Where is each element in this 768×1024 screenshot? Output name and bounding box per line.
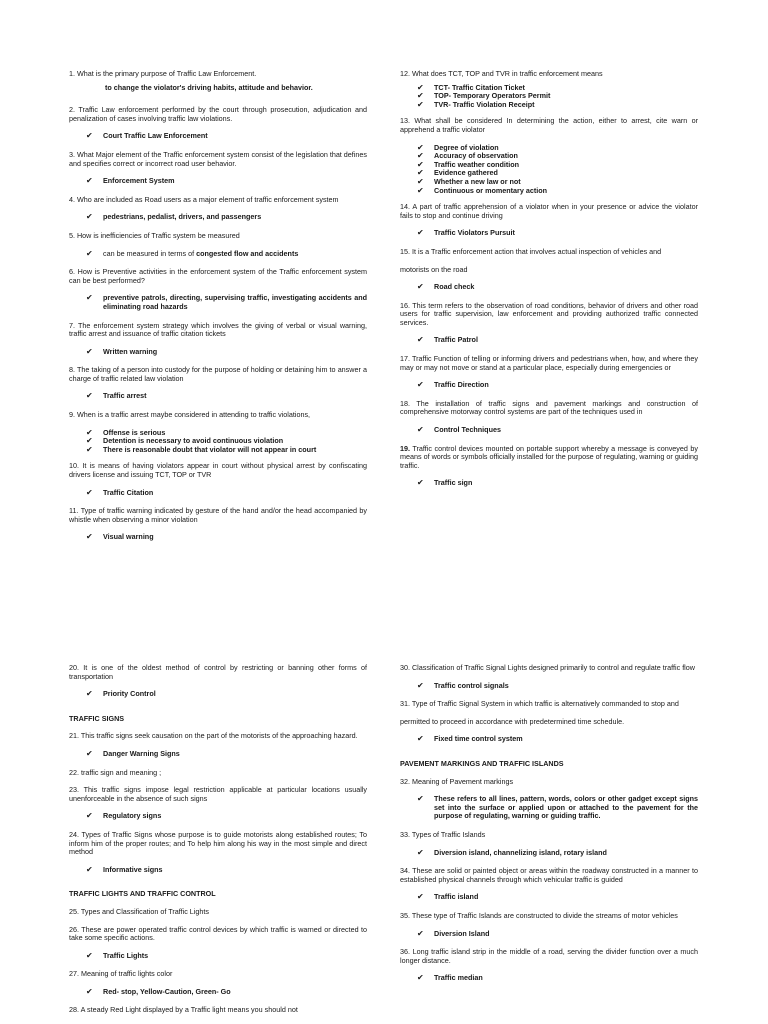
list-item: ✔ Whether a new law or not xyxy=(417,176,521,186)
check-icon: ✔ xyxy=(86,293,93,303)
answer-8: ✔ Traffic arrest xyxy=(86,391,147,401)
answer-16: ✔ Traffic Patrol xyxy=(417,335,478,345)
section-heading: PAVEMENT MARKINGS AND TRAFFIC ISLANDS xyxy=(400,758,564,768)
list-item: ✔ TCT- Traffic Citation Ticket xyxy=(417,82,525,92)
list-item: ✔ Continuous or momentary action xyxy=(417,185,548,195)
answer-17: ✔ Traffic Direction xyxy=(417,380,489,390)
check-icon: ✔ xyxy=(86,689,93,699)
question-2: 2. Traffic Law enforcement performed by the court through prosecution, adjudication and penalization of cases involving traffic law violations. xyxy=(69,105,367,123)
check-icon: ✔ xyxy=(86,131,93,141)
question-18: 18. The installation of traffic signs and pavement markings and construction of comprehensive motorway control systems are part of the techniques used in xyxy=(400,398,698,417)
top-right-column xyxy=(400,70,698,498)
check-icon: ✔ xyxy=(417,335,424,345)
list-item: ✔ TVR- Traffic Violation Receipt xyxy=(417,99,535,109)
check-icon: ✔ xyxy=(417,425,424,435)
list-item: ✔ Traffic weather condition xyxy=(417,159,520,169)
question-7: 7. The enforcement system strategy which involves the giving of verbal or visual warning, traffic arrest and issuance of traffic citation tickets xyxy=(69,320,367,339)
question-11: 11. Type of traffic warning indicated by gesture of the hand and/or the head accompanied by whistle when observing a minor violation xyxy=(69,506,367,524)
question-14: 14. A part of traffic apprehension of a violator when in your presence or advice the violator fails to stop and continue driving xyxy=(400,202,698,220)
question-22: 22. traffic sign and meaning ; xyxy=(69,767,162,777)
answer-3: ✔ Enforcement System xyxy=(86,176,175,186)
question-15-continued: motorists on the road xyxy=(400,264,468,274)
check-icon: ✔ xyxy=(86,248,93,258)
question-27: 27. Meaning of traffic lights color xyxy=(69,969,173,979)
question-20: 20. It is one of the oldest method of control by restricting or banning other forms of transportation xyxy=(69,663,367,681)
section-heading: TRAFFIC SIGNS xyxy=(69,713,125,723)
answer-35: ✔ Diversion Island xyxy=(417,928,490,938)
list-item: ✔ Degree of violation xyxy=(417,142,499,152)
answer-9-list xyxy=(69,429,367,455)
question-26: 26. These are power operated traffic control devices by which traffic is warned or directed to take some specific actions. xyxy=(69,924,367,943)
check-icon: ✔ xyxy=(417,91,424,101)
answer-15: ✔ Road check xyxy=(417,282,475,292)
answer-36: ✔ Traffic median xyxy=(417,973,483,983)
list-item: ✔ TOP- Temporary Operators Permit xyxy=(417,91,551,101)
check-icon: ✔ xyxy=(86,436,93,446)
check-icon: ✔ xyxy=(86,986,93,996)
check-icon: ✔ xyxy=(417,680,424,690)
list-item: ✔ Accuracy of observation xyxy=(417,151,518,161)
question-32: 32. Meaning of Pavement markings xyxy=(400,776,514,786)
check-icon: ✔ xyxy=(86,487,93,497)
question-34: 34. These are solid or painted object or areas within the roadway constructed in a manner to established physical channels through which vehicular traffic is guided xyxy=(400,866,698,884)
check-icon: ✔ xyxy=(417,380,424,390)
answer-31: ✔ Fixed time control system xyxy=(417,734,523,744)
list-item: ✔ Offense is serious xyxy=(86,427,166,437)
question-4: 4. Who are included as Road users as a major element of traffic enforcement system xyxy=(69,194,339,204)
question-25: 25. Types and Classification of Traffic Lights xyxy=(69,906,209,916)
answer-24: ✔ Informative signs xyxy=(86,864,163,874)
check-icon: ✔ xyxy=(417,478,424,488)
question-21: 21. This traffic signs seek causation on the part of the motorists of the approaching hazard. xyxy=(69,731,358,741)
question-17: 17. Traffic Function of telling or informing drivers and pedestrians when, how, and where they may or may not move or stand at a particular place, especially during emergencies or xyxy=(400,354,698,372)
check-icon: ✔ xyxy=(86,427,93,437)
answer-30: ✔ Traffic control signals xyxy=(417,680,509,690)
answer-23: ✔ Regulatory signs xyxy=(86,811,162,821)
question-12: 12. What does TCT, TOP and TVR in traffic enforcement means xyxy=(400,69,603,78)
check-icon: ✔ xyxy=(86,391,93,401)
question-30: 30. Classification of Traffic Signal Lights designed primarily to control and regulate traffic flow xyxy=(400,663,695,672)
answer-4: ✔ pedestrians, pedalist, drivers, and passengers xyxy=(86,212,262,222)
check-icon: ✔ xyxy=(417,228,424,238)
bottom-left-column xyxy=(69,664,367,1024)
question-31-continued: permitted to proceed in accordance with predetermined time schedule. xyxy=(400,716,625,726)
check-icon: ✔ xyxy=(417,282,424,292)
check-icon: ✔ xyxy=(86,748,93,758)
list-item: ✔ Evidence gathered xyxy=(417,168,498,178)
question-10: 10. It is means of having violators appear in court without physical arrest by confiscating drivers license and issuing TCT, TOP or TVR xyxy=(69,461,367,480)
check-icon: ✔ xyxy=(86,176,93,186)
list-item: ✔ Detention is necessary to avoid continuous violation xyxy=(86,436,284,446)
question-28: 28. A steady Red Light displayed by a Traffic light means you should not xyxy=(69,1005,298,1015)
question-9: 9. When is a traffic arrest maybe considered in attending to traffic violations, xyxy=(69,410,311,420)
section-heading: TRAFFIC LIGHTS AND TRAFFIC CONTROL xyxy=(69,889,216,899)
answer-10: ✔ Traffic Citation xyxy=(86,487,154,497)
answer-1: to change the violator's driving habits, attitude and behavior. xyxy=(105,82,313,92)
check-icon: ✔ xyxy=(86,811,93,821)
answer-26: ✔ Traffic Lights xyxy=(86,950,149,960)
check-icon: ✔ xyxy=(86,346,93,356)
check-icon: ✔ xyxy=(417,928,424,938)
check-icon: ✔ xyxy=(86,212,93,222)
answer-7: ✔ Written warning xyxy=(86,346,158,356)
check-icon: ✔ xyxy=(417,151,424,161)
question-5: 5. How is inefficiencies of Traffic system be measured xyxy=(69,230,240,240)
answer-6: ✔ preventive patrols, directing, supervising traffic, investigating accidents and eliminating road hazards xyxy=(86,293,367,311)
question-16: 16. This term refers to the observation of road conditions, behavior of drivers and other road users for traffic supervision, law enforcement and providing authorized traffic connected services. xyxy=(400,300,698,327)
check-icon: ✔ xyxy=(417,973,424,983)
question-19: 19. Traffic control devices mounted on portable support whereby a message is conveyed by means of words or symbols officially installed for the purpose of regulating, warning or guiding traffic. xyxy=(400,443,698,470)
question-36: 36. Long traffic island strip in the middle of a road, serving the divider function over a much longer distance. xyxy=(400,947,698,965)
answer-20: ✔ Priority Control xyxy=(86,689,156,699)
check-icon: ✔ xyxy=(417,185,424,195)
question-31: 31. Type of Traffic Signal System in which traffic is alternatively commanded to stop and xyxy=(400,699,679,709)
answer-13-list xyxy=(400,144,698,196)
question-33: 33. Types of Traffic Islands xyxy=(400,829,486,839)
check-icon: ✔ xyxy=(417,142,424,152)
answer-5: ✔ can be measured in terms of congested flow and accidents xyxy=(86,248,299,258)
list-item: ✔ There is reasonable doubt that violator will not appear in court xyxy=(86,444,317,454)
check-icon: ✔ xyxy=(86,532,93,542)
question-13: 13. What shall be considered In determining the action, either to arrest, cite warn or apprehend a traffic violator xyxy=(400,116,698,134)
answer-19: ✔ Traffic sign xyxy=(417,478,473,488)
answer-12-list xyxy=(400,84,698,110)
check-icon: ✔ xyxy=(417,847,424,857)
question-1: 1. What is the primary purpose of Traffic Law Enforcement. xyxy=(69,69,257,78)
check-icon: ✔ xyxy=(417,168,424,178)
check-icon: ✔ xyxy=(417,82,424,92)
check-icon: ✔ xyxy=(417,892,424,902)
question-24: 24. Types of Traffic Signs whose purpose is to guide motorists along established routes; To inform him of the proper routes; and To help him along his way in the most simple and direct method xyxy=(69,829,367,857)
answer-21: ✔ Danger Warning Signs xyxy=(86,748,180,758)
answer-34: ✔ Traffic island xyxy=(417,892,479,902)
check-icon: ✔ xyxy=(86,950,93,960)
check-icon: ✔ xyxy=(417,734,424,744)
answer-14: ✔ Traffic Violators Pursuit xyxy=(417,228,515,238)
question-23: 23. This traffic signs impose legal restriction applicable at particular locations usually unenforceable in the absence of such signs xyxy=(69,785,367,803)
check-icon: ✔ xyxy=(417,176,424,186)
question-15: 15. It is a Traffic enforcement action that involves actual inspection of vehicles and xyxy=(400,246,662,256)
answer-2: ✔ Court Traffic Law Enforcement xyxy=(86,131,208,141)
check-icon: ✔ xyxy=(417,99,424,109)
check-icon: ✔ xyxy=(86,444,93,454)
answer-18: ✔ Control Techniques xyxy=(417,425,501,435)
answer-11: ✔ Visual warning xyxy=(86,532,154,542)
question-35: 35. These type of Traffic Islands are constructed to divide the streams of motor vehicles xyxy=(400,910,678,920)
bottom-right-column xyxy=(400,664,698,993)
answer-27: ✔ Red- stop, Yellow-Caution, Green- Go xyxy=(86,986,231,996)
check-icon: ✔ xyxy=(417,794,424,804)
answer-33: ✔ Diversion island, channelizing island, rotary island xyxy=(417,847,607,857)
question-3: 3. What Major element of the Traffic enforcement system consist of the legislation that defines and specifies correct or incorrect road user behavior. xyxy=(69,149,367,168)
check-icon: ✔ xyxy=(417,159,424,169)
question-6: 6. How is Preventive activities in the enforcement system of the Traffic enforcement system can be best performed? xyxy=(69,267,367,285)
top-left-column xyxy=(69,70,367,552)
check-icon: ✔ xyxy=(86,864,93,874)
question-8: 8. The taking of a person into custody for the purpose of holding or detaining him to answer a charge of traffic related law violation xyxy=(69,365,367,383)
answer-32: ✔ These refers to all lines, pattern, words, colors or other gadget except signs set into the surface or applied upon or attached to the pavement for the purpose of regulating, warning or guiding traffic. xyxy=(417,794,698,821)
